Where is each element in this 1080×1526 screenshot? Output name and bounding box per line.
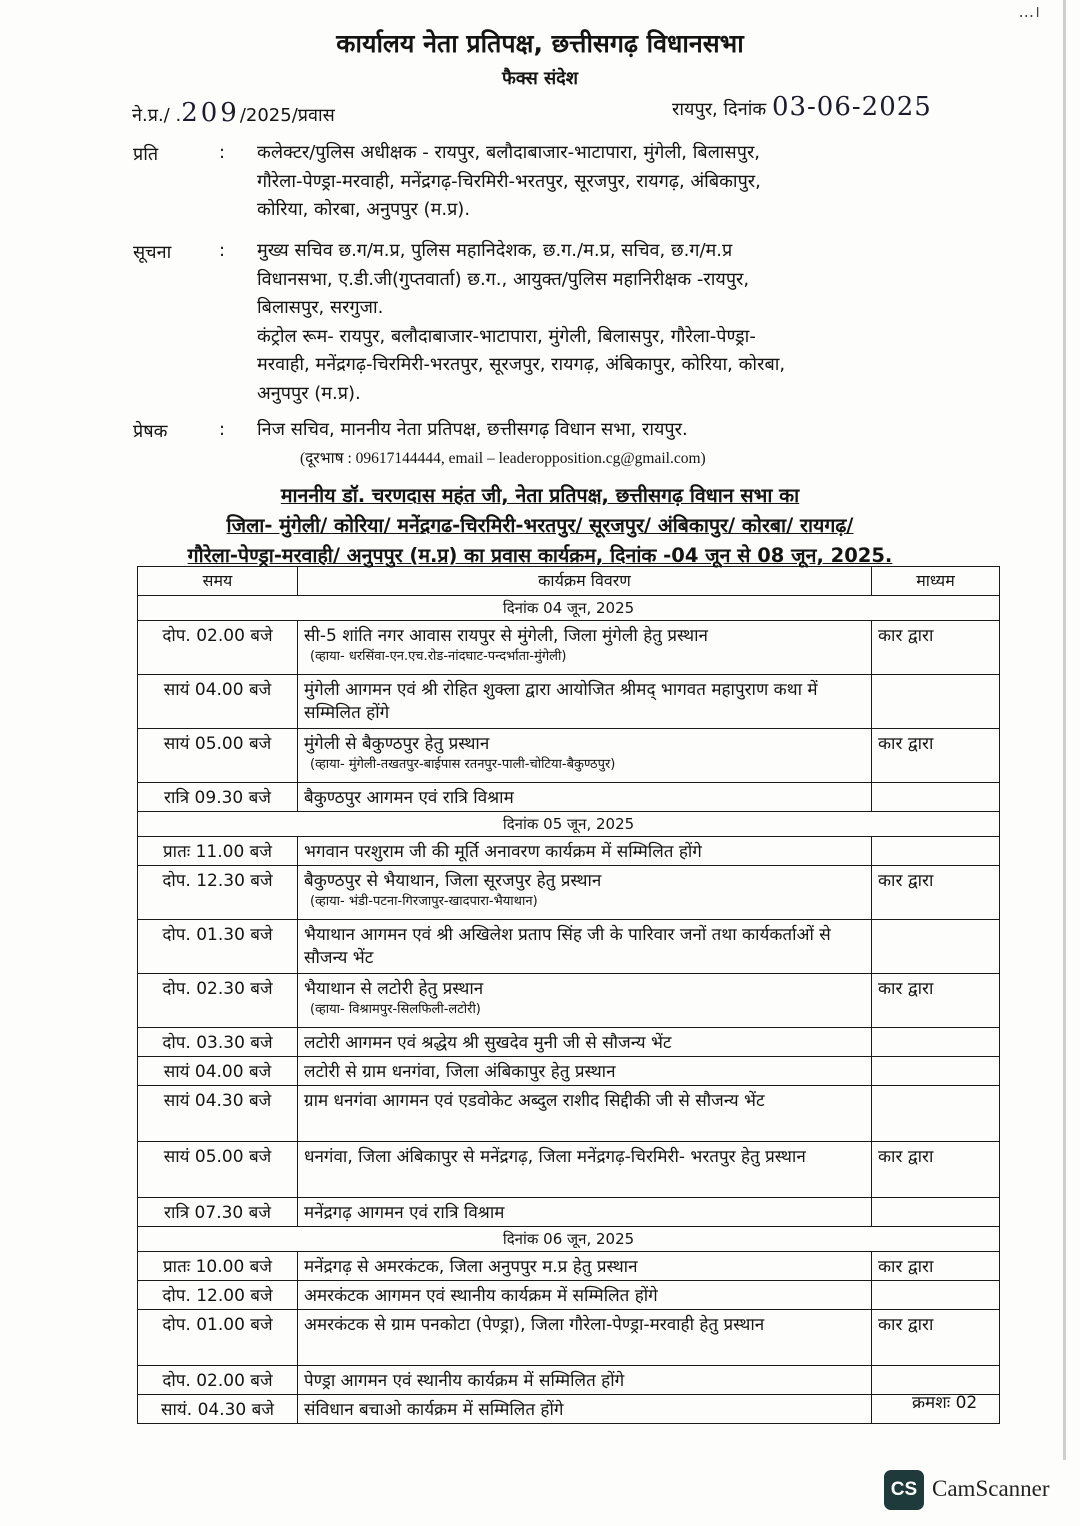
description-cell: मनेंद्रगढ़ से अमरकंटक, जिला अनुपपुर म.प्र हेतु प्रस्थान	[298, 1252, 872, 1281]
issue-date	[672, 92, 932, 122]
info-line: बिलासपुर, सरगुजा.	[257, 297, 384, 318]
table-row	[138, 729, 1000, 783]
via-route: (व्हाया- भंडी-पटना-गिरजापुर-खादपारा-भैयाथान)	[310, 894, 538, 909]
description-cell: पेण्ड्रा आगमन एवं स्थानीय कार्यक्रम में सम्मिलित होंगे	[298, 1366, 872, 1395]
mode-cell: कार द्वारा	[872, 866, 1000, 920]
description-cell: लटोरी आगमन एवं श्रद्धेय श्री सुखदेव मुनी जी से सौजन्य भेंट	[298, 1028, 872, 1057]
time-cell: सायं 04.00 बजे	[138, 675, 298, 729]
info-line: मुख्य सचिव छ.ग/म.प्र, पुलिस महानिदेशक, छ.ग./म.प्र, सचिव, छ.ग/म.प्र	[257, 240, 733, 261]
table-row	[138, 783, 1000, 812]
to-line: कलेक्टर/पुलिस अधीक्षक - रायपुर, बलौदाबाजार-भाटापारा, मुंगेली, बिलासपुर,	[257, 142, 761, 163]
to-recipients	[257, 139, 761, 225]
sender-colon: :	[219, 419, 226, 440]
date-label: रायपुर, दिनांक	[672, 99, 767, 120]
table-row	[138, 675, 1000, 729]
page-top-mark: ...।	[1018, 2, 1040, 21]
time-cell: सायं 05.00 बजे	[138, 1142, 298, 1198]
description-cell: अमरकंटक से ग्राम पनकोटा (पेण्ड्रा), जिला गौरेला-पेण्ड्रा-मरवाही हेतु प्रस्थान	[298, 1310, 872, 1366]
to-colon: :	[219, 142, 226, 163]
description-cell	[298, 729, 872, 783]
time-cell: सायं 04.00 बजे	[138, 1057, 298, 1086]
description-cell: मनेंद्रगढ़ आगमन एवं रात्रि विश्राम	[298, 1198, 872, 1227]
mode-cell: कार द्वारा	[872, 974, 1000, 1028]
continued-marker: क्रमशः 02	[912, 1393, 978, 1413]
mode-cell	[872, 920, 1000, 974]
col-header-mode: माध्यम	[872, 567, 1000, 596]
time-cell: दोप. 02.00 बजे	[138, 1366, 298, 1395]
time-cell: रात्रि 09.30 बजे	[138, 783, 298, 812]
date-cell: दिनांक 05 जून, 2025	[138, 812, 1000, 837]
time-cell: दोप. 02.00 बजे	[138, 621, 298, 675]
info-line: अनुपपुर (म.प्र).	[257, 382, 361, 404]
description-text: भैयाथान से लटोरी हेतु प्रस्थान	[304, 979, 484, 999]
description-cell: भैयाथान आगमन एवं श्री अखिलेश प्रताप सिंह जी के पारिवार जनों तथा कार्यकर्ताओं से सौजन्य भेंट	[298, 920, 872, 974]
description-cell	[298, 974, 872, 1028]
info-colon: :	[219, 240, 226, 261]
description-cell: ग्राम धनगंवा आगमन एवं एडवोकेट अब्दुल राशीद सिद्दीकी जी से सौजन्य भेंट	[298, 1086, 872, 1142]
mode-cell	[872, 1086, 1000, 1142]
table-row	[138, 621, 1000, 675]
table-row	[138, 1310, 1000, 1366]
to-line: गौरेला-पेण्ड्रा-मरवाही, मनेंद्रगढ़-चिरमिरी-भरतपुर, सूरजपुर, रायगढ़, अंबिकापुर,	[257, 170, 761, 192]
mode-cell	[872, 675, 1000, 729]
mode-cell	[872, 1198, 1000, 1227]
time-cell: सायं. 04.30 बजे	[138, 1395, 298, 1424]
mode-cell: कार द्वारा	[872, 1142, 1000, 1198]
schedule-table	[137, 566, 1000, 1424]
time-cell: सायं 05.00 बजे	[138, 729, 298, 783]
office-title: कार्यालय नेता प्रतिपक्ष, छत्तीसगढ़ विधानसभा	[336, 29, 744, 58]
table-header-row	[138, 567, 1000, 596]
table-row	[138, 837, 1000, 866]
camscanner-watermark: CamScanner	[932, 1476, 1050, 1501]
time-cell: दोप. 03.30 बजे	[138, 1028, 298, 1057]
info-line: कंट्रोल रूम- रायपुर, बलौदाबाजार-भाटापारा, मुंगेली, बिलासपुर, गौरेला-पेण्ड्रा-	[257, 325, 756, 347]
time-cell: रात्रि 07.30 बजे	[138, 1198, 298, 1227]
mode-cell: कार द्वारा	[872, 1310, 1000, 1366]
date-row	[138, 812, 1000, 837]
description-text: सी-5 शांति नगर आवास रायपुर से मुंगेली, जिला मुंगेली हेतु प्रस्थान	[304, 626, 708, 646]
description-cell	[298, 866, 872, 920]
description-text: बैकुण्ठपुर से भैयाथान, जिला सूरजपुर हेतु प्रस्थान	[304, 871, 602, 891]
ref-suffix: /2025/प्रवास	[239, 105, 335, 126]
description-cell: लटोरी से ग्राम धनगंवा, जिला अंबिकापुर हेतु प्रस्थान	[298, 1057, 872, 1086]
description-cell: धनगंवा, जिला अंबिकापुर से मनेंद्रगढ़, जिला मनेंद्रगढ़-चिरमिरी- भरतपुर हेतु प्रस्थान	[298, 1142, 872, 1198]
description-cell: भगवान परशुराम जी की मूर्ति अनावरण कार्यक्रम में सम्मिलित होंगे	[298, 837, 872, 866]
camscanner-logo-icon: CS	[884, 1470, 924, 1510]
info-label: सूचना	[133, 242, 172, 263]
table-row	[138, 920, 1000, 974]
mode-cell	[872, 783, 1000, 812]
table-row	[138, 1252, 1000, 1281]
time-cell: दोप. 01.00 बजे	[138, 1310, 298, 1366]
sender-contact: (दूरभाष : 09617144444, email – leaderopposition.cg@gmail.com)	[300, 450, 706, 467]
info-line: विधानसभा, ए.डी.जी(गुप्तवार्ता) छ.ग., आयुक्त/पुलिस महानिरीक्षक -रायपुर,	[257, 268, 750, 290]
time-cell: दोप. 12.30 बजे	[138, 866, 298, 920]
info-recipients	[257, 237, 785, 408]
time-cell: दोप. 01.30 बजे	[138, 920, 298, 974]
mode-cell: कार द्वारा	[872, 621, 1000, 675]
scan-edge-shadow	[1063, 0, 1066, 1460]
description-cell: बैकुण्ठपुर आगमन एवं रात्रि विश्राम	[298, 783, 872, 812]
mode-cell	[872, 1281, 1000, 1310]
to-line: कोरिया, कोरबा, अनुपपुर (म.प्र).	[257, 199, 471, 220]
mode-cell: कार द्वारा	[872, 1252, 1000, 1281]
date-row	[138, 1227, 1000, 1252]
description-text: मुंगेली से बैकुण्ठपुर हेतु प्रस्थान	[304, 734, 490, 754]
table-row	[138, 1142, 1000, 1198]
date-cell: दिनांक 06 जून, 2025	[138, 1227, 1000, 1252]
program-heading-line: माननीय डॉ. चरणदास महंत जी, नेता प्रतिपक्ष, छत्तीसगढ़ विधान सभा का	[280, 484, 800, 507]
table-row	[138, 1086, 1000, 1142]
time-cell: प्रातः 11.00 बजे	[138, 837, 298, 866]
via-route: (व्हाया- धरसिंवा-एन.एच.रोड-नांदघाट-पन्दर्भाता-मुंगेली)	[310, 649, 567, 664]
program-heading-line: जिला- मुंगेली/ कोरिया/ मनेंद्रगढ-चिरमिरी-भरतपुर/ सूरजपुर/ अंबिकापुर/ कोरबा/ रायगढ़/	[226, 514, 854, 537]
table-row	[138, 1366, 1000, 1395]
description-cell: अमरकंटक आगमन एवं स्थानीय कार्यक्रम में सम्मिलित होंगे	[298, 1281, 872, 1310]
col-header-time: समय	[138, 567, 298, 596]
date-row	[138, 596, 1000, 621]
via-route: (व्हाया- मुंगेली-तखतपुर-बाईपास रतनपुर-पाली-चोटिया-बैकुण्ठपुर)	[310, 757, 616, 772]
via-route: (व्हाया- विश्रामपुर-सिलफिली-लटोरी)	[310, 1002, 481, 1017]
program-heading-line: गौरेला-पेण्ड्रा-मरवाही/ अनुपपुर (म.प्र) का प्रवास कार्यक्रम, दिनांक -04 जून से 08 जून, 2025.	[187, 544, 893, 567]
col-header-description: कार्यक्रम विवरण	[298, 567, 872, 596]
mode-cell	[872, 837, 1000, 866]
table-row	[138, 1281, 1000, 1310]
description-cell	[298, 621, 872, 675]
to-label: प्रति	[133, 144, 159, 165]
info-line: मरवाही, मनेंद्रगढ़-चिरमिरी-भरतपुर, सूरजपुर, रायगढ़, अंबिकापुर, कोरिया, कोरबा,	[257, 354, 786, 375]
mode-cell	[872, 1028, 1000, 1057]
description-cell: संविधान बचाओ कार्यक्रम में सम्मिलित होंगे	[298, 1395, 872, 1424]
time-cell: प्रातः 10.00 बजे	[138, 1252, 298, 1281]
sender-label: प्रेषक	[133, 421, 168, 442]
ref-handwritten-number: 209	[181, 98, 240, 128]
table-row	[138, 1395, 1000, 1424]
table-row	[138, 974, 1000, 1028]
date-handwritten-value: 03-06-2025	[771, 92, 932, 122]
description-cell: मुंगेली आगमन एवं श्री रोहित शुक्ला द्वारा आयोजित श्रीमद् भागवत महापुराण कथा में सम्मिलित होंगे	[298, 675, 872, 729]
time-cell: सायं 04.30 बजे	[138, 1086, 298, 1142]
reference-number	[132, 98, 335, 128]
sender-line: निज सचिव, माननीय नेता प्रतिपक्ष, छत्तीसगढ़ विधान सभा, रायपुर.	[257, 419, 688, 440]
time-cell: दोप. 02.30 बजे	[138, 974, 298, 1028]
table-row	[138, 1198, 1000, 1227]
mode-cell	[872, 1057, 1000, 1086]
ref-prefix: ने.प्र./ .	[132, 105, 182, 126]
mode-cell: कार द्वारा	[872, 729, 1000, 783]
table-row	[138, 866, 1000, 920]
fax-subtitle: फैक्स संदेश	[502, 68, 578, 89]
time-cell: दोप. 12.00 बजे	[138, 1281, 298, 1310]
table-row	[138, 1028, 1000, 1057]
table-row	[138, 1057, 1000, 1086]
date-cell: दिनांक 04 जून, 2025	[138, 596, 1000, 621]
